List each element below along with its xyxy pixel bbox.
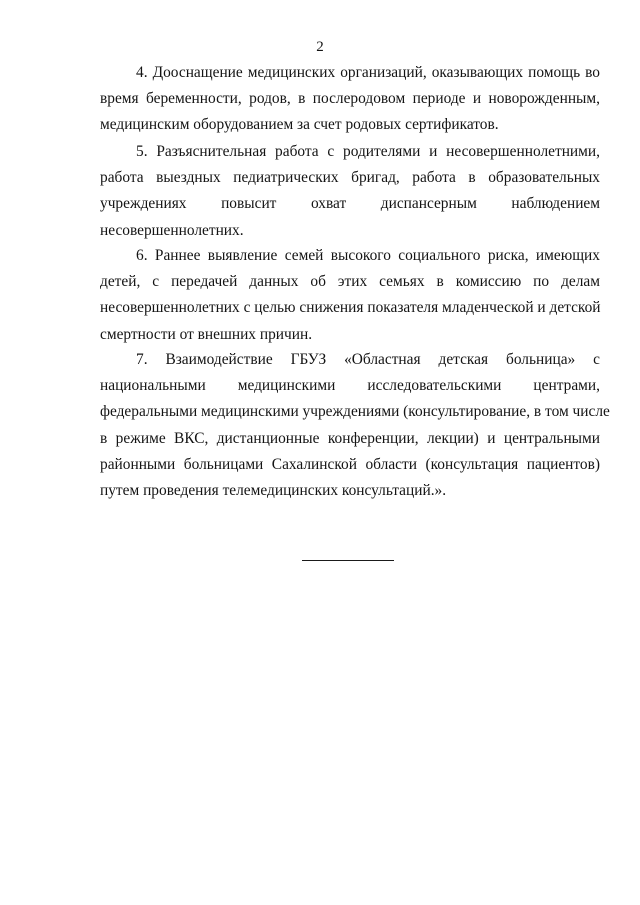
text-line: 7. Взаимодействие ГБУЗ «Областная детская больница» с — [136, 351, 600, 368]
text-line: путем проведения телемедицинских консультаций.». — [100, 482, 447, 500]
list-item-5 — [100, 139, 600, 244]
text-line: несовершеннолетних с целью снижения показателя младенческой и детской — [100, 299, 601, 317]
text-line: время беременности, родов, в послеродовом периоде и новорожденным, — [100, 90, 600, 108]
text-line: смертности от внешних причин. — [100, 325, 313, 343]
list-item-7 — [100, 347, 610, 504]
page-number: 2 — [316, 39, 324, 55]
text-line: учреждениях повысит охват диспансерным наблюдением — [100, 195, 600, 213]
text-line: медицинским оборудованием за счет родовых сертификатов. — [100, 116, 499, 134]
text-line: в режиме ВКС, дистанционные конференции, лекции) и центральными — [100, 429, 600, 447]
text-line: 5. Разъяснительная работа с родителями и несовершеннолетними, — [136, 143, 600, 160]
text-line: национальными медицинскими исследовательскими центрами, — [100, 377, 600, 395]
text-line: федеральными медицинскими учреждениями (консультирование, в том числе — [100, 403, 610, 421]
text-line: 6. Раннее выявление семей высокого социального риска, имеющих — [136, 247, 600, 264]
text-line: районными больницами Сахалинской области (консультация пациентов) — [100, 455, 600, 473]
text-line: несовершеннолетних. — [100, 221, 244, 239]
list-item-6 — [100, 243, 600, 348]
list-item-4 — [100, 60, 600, 139]
text-line: детей, с передачей данных об этих семьях в комиссию по делам — [100, 273, 600, 291]
end-of-document-rule — [302, 560, 394, 561]
text-line: 4. Дооснащение медицинских организаций, оказывающих помощь во — [136, 64, 600, 81]
text-line: работа выездных педиатрических бригад, работа в образовательных — [100, 169, 600, 187]
